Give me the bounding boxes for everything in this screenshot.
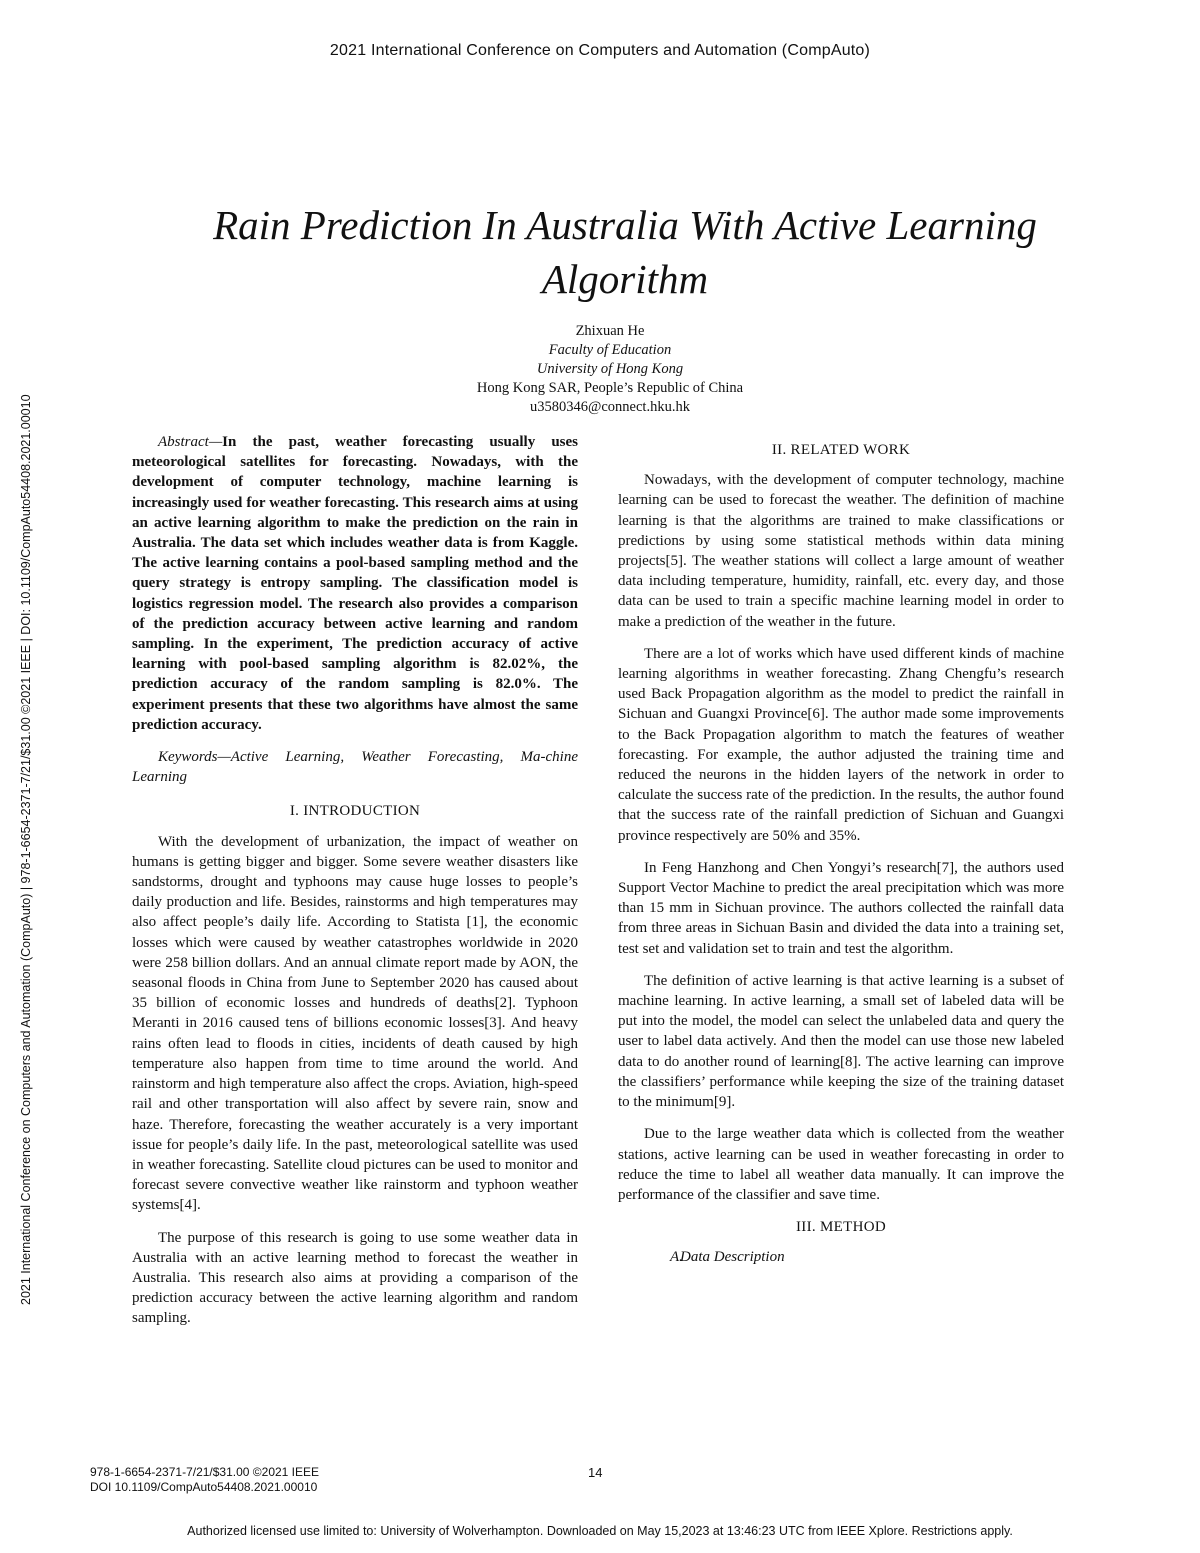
author-location: Hong Kong SAR, People’s Republic of China (476, 380, 744, 396)
footer-isbn: 978-1-6654-2371-7/21/$31.00 ©2021 IEEE (90, 1465, 320, 1479)
footer-copyright (90, 1465, 319, 1495)
abstract-text: In the past, weather forecasting usually uses meteorological satellites for forecasting. Nowadays, with the development of computer technology, machine learning is increasingly used for weather forecasting. This research aims at using an active learning algorithm to make the prediction on the rain in Australia. The data set which includes weather data is from Kaggle. The active learning contains a pool-based sampling method and the query strategy is entropy sampling. The classification model is logistics regression model. The research also provides a comparison of the prediction accuracy between active learning and random sampling. In the experiment, The prediction accuracy of active learning with pool-based sampling algorithm is 82.02%, the prediction accuracy of the random sampling is 82.0%. The experiment presents that these two algorithms have almost the same prediction accuracy. (132, 434, 578, 733)
author-block (300, 322, 920, 417)
section-heading-related-work: II. RELATED WORK (771, 442, 911, 458)
related-paragraph-2: There are a lot of works which have used different kinds of machine learning algorithms in weather forecasting. Zhang Chengfu’s research used Back Propagation algorithm as the model to predict the rainfall in Sichuan and Guangxi Province[6]. The author made some improvements to the Back Propagation algorithm to match the features of weather forecasting. For example, the author adjusted the training time and reduced the neurons in the hidden layers of the network in order to calculate the success rate of the prediction. In the results, the author found that the success rate of the rainfall prediction of Sichuan and Guangxi province respectively are 50% and 35%. (618, 645, 1064, 844)
related-paragraph-3: In Feng Hanzhong and Chen Yongyi’s research[7], the authors used Support Vector Machine to predict the areal precipitation which was more than 15 mm in Sichuan province. The authors collected the rainfall data from three areas in Sichuan Basin and divided the data into a training set, test set and validation set to train and test the algorithm. (618, 859, 1064, 957)
author-email: u3580346@connect.hku.hk (530, 399, 690, 415)
keywords: Keywords—Active Learning, Weather Forecasting, Ma-chine Learning (132, 749, 578, 786)
related-paragraph-1: Nowadays, with the development of computer technology, machine learning can be used to forecast the weather. The definition of machine learning is that the algorithms are trained to make classifications or predictions by using some statistical methods within data mining projects[5]. The weather stations will collect a large amount of weather data including temperature, humidity, rainfall, etc. every day, and those data can be used to train a specific machine learning model in order to make a prediction of the weather in the future. (618, 472, 1064, 630)
subsection-number: A. (670, 1249, 683, 1266)
related-paragraph-5: Due to the large weather data which is collected from the weather stations, active learning can be used in weather forecasting in order to reduce the time to label all weather data manually. It can improve the performance of the classifier and save time. (618, 1126, 1064, 1203)
author-name: Zhixuan He (575, 323, 645, 339)
abstract (132, 432, 578, 735)
intro-paragraph-1: With the development of urbanization, the impact of weather on humans is getting bigger and bigger. Some severe weather disasters like sandstorms, drought and typhoons may cause huge losses to people’s daily production and life. Besides, rainstorms and high temperatures may also affect people’s daily life. According to Statista [1], the economic losses which were caused by weather catastrophes worldwide in 2020 were 258 billion dollars. And an annual climate report made by AON, the seasonal floods in China from June to September 2020 has caused about 35 billion of economic losses and hundreds of deaths[2]. Typhoon Meranti in 2016 caused tens of billions economic losses[3]. And heavy rains often lead to floods in cities, incidents of death caused by high temperature also happen from time to time around the world. And rainstorm and high temperature also affect the crops. Aviation, high-speed rail and other transportation will also affect by severe rain, snow and haze. Therefore, forecasting the weather accurately is a very important issue for people’s daily life. In the past, meteorological satellite was used in weather forecasting. Satellite cloud pictures can be used to monitor and forecast severe convective weather like rainstorm and typhoon weather systems[4]. (132, 833, 578, 1214)
conference-header: 2021 International Conference on Computers and Automation (CompAuto) (329, 42, 871, 59)
related-paragraph-4: The definition of active learning is that active learning is a subset of machine learning. In active learning, a small set of labeled data will be put into the model, the model can select the unlabeled data and query the user to label data actively. And then the model can use those new labeled data to do another round of learning[8]. The active learning can improve the classifiers’ performance while keeping the size of the training dataset to the minimum[9]. (618, 972, 1064, 1111)
abstract-label: Abstract— (158, 434, 223, 450)
author-university: University of Hong Kong (536, 361, 684, 377)
subsection-data-description (618, 1247, 1064, 1267)
authorization-notice: Authorized licensed use limited to: University of Wolverhampton. Downloaded on May 15,2023 at 13:46:23 UTC from IEEE Xplore. Restrictions apply. (187, 1524, 1013, 1538)
section-heading-introduction: I. INTRODUCTION (289, 803, 421, 820)
left-column (132, 432, 578, 1341)
paper-title: Rain Prediction In Australia With Active Learning Algorithm (213, 202, 1037, 302)
intro-paragraph-2: The purpose of this research is going to use some weather data in Australia with an active learning method to forecast the weather in Australia. This research also aims at providing a comparison of the prediction accuracy between the active learning algorithm and random sampling. (132, 1229, 578, 1327)
section-heading-method: III. METHOD (796, 1219, 886, 1236)
page-number: 14 (588, 1465, 603, 1480)
side-metadata-strip: 2021 International Conference on Computers and Automation (CompAuto) | 978-1-6654-2371-7/21/$31.00 ©2021 IEEE | DOI: 10.1109/CompAuto54408.2021.00010 (19, 394, 33, 1305)
author-faculty: Faculty of Education (548, 342, 672, 358)
right-column (618, 432, 1064, 1280)
footer-doi: DOI 10.1109/CompAuto54408.2021.00010 (90, 1480, 318, 1494)
subsection-title: Data Description (680, 1249, 785, 1266)
